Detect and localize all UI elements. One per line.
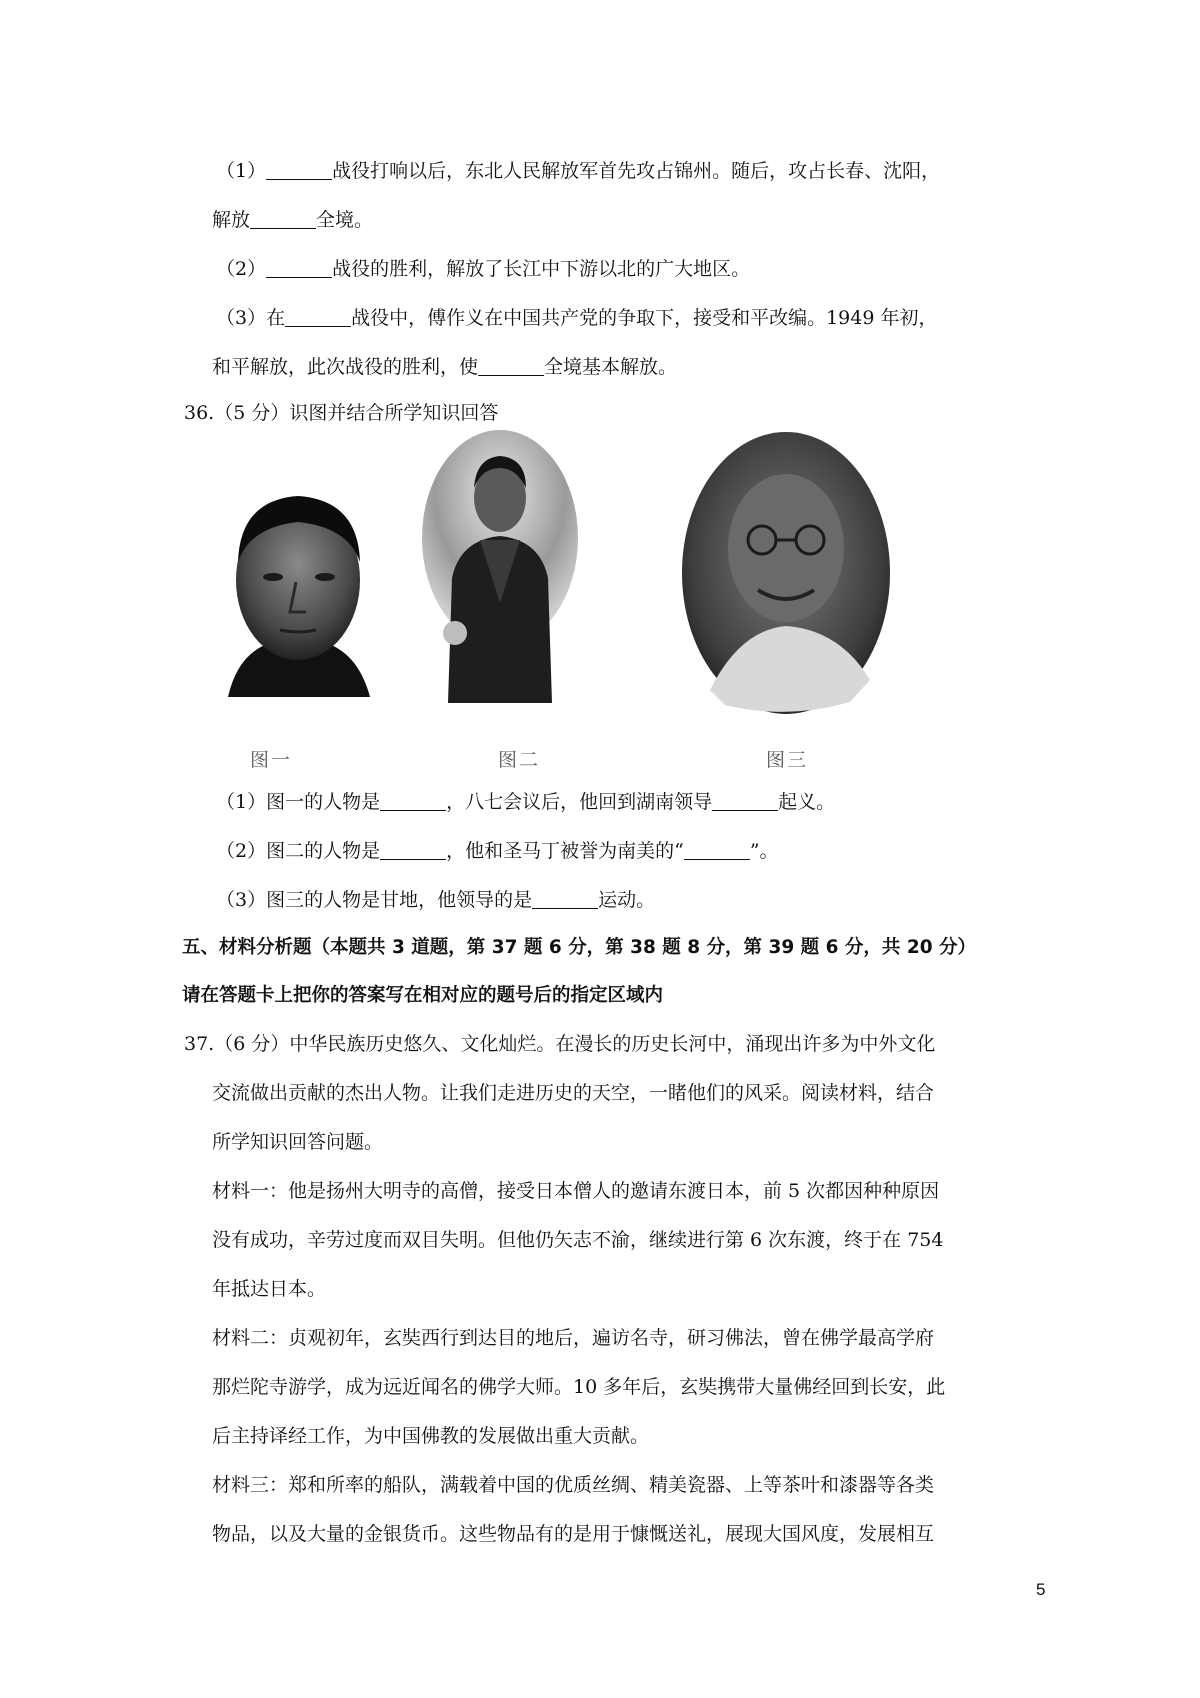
material-3-line1: 材料三：郑和所率的船队，满载着中国的优质丝绸、精美瓷器、上等茶叶和漆器等各类 [212,1474,935,1496]
material-2-line1: 材料二：贞观初年，玄奘西行到达目的地后，遍访名寺，研习佛法，曾在佛学最高学府 [212,1327,935,1349]
answer-blank[interactable] [250,210,316,229]
answer-blank[interactable] [532,890,598,909]
material-1-line3: 年抵达日本。 [212,1278,327,1300]
section-instruction: 请在答题卡上把你的答案写在相对应的题号后的指定区域内 [182,985,664,1006]
q37-line3: 所学知识回答问题。 [212,1131,384,1153]
q35-line2: 解放 全境。 [212,209,374,231]
answer-blank[interactable] [266,259,332,278]
q37-line2: 交流做出贡献的杰出人物。让我们走进历史的天空，一睹他们的风采。阅读材料，结合 [212,1082,935,1104]
answer-blank[interactable] [266,161,332,180]
q36-sub2: （2）图二的人物是 ，他和圣马丁被誉为南美的“ ”。 [216,840,779,862]
q36-sub1: （1）图一的人物是 ，八七会议后，他回到湖南领导 起义。 [216,791,836,813]
q35-line1: （1） 战役打响以后，东北人民解放军首先攻占锦州。随后，攻占长春、沈阳， [216,160,941,182]
answer-blank[interactable] [380,792,446,811]
figure-caption-1: 图一 [250,749,293,771]
portrait-photo-2 [420,428,580,710]
material-2-line3: 后主持译经工作，为中国佛教的发展做出重大贡献。 [212,1425,650,1447]
section-heading: 五、材料分析题（本题共 3 道题，第 37 题 6 分，第 38 题 8 分，第 39 题 6 分，共 20 分） [182,937,977,958]
answer-blank[interactable] [285,308,351,327]
q36-sub3: （3）图三的人物是甘地，他领导的是 运动。 [216,889,656,911]
answer-blank[interactable] [712,792,778,811]
material-2-line2: 那烂陀寺游学，成为远近闻名的佛学大师。10 多年后，玄奘携带大量佛经回到长安，此 [212,1376,946,1398]
q35-line4: （3）在 战役中，傅作义在中国共产党的争取下，接受和平改编。1949 年初， [216,307,938,329]
q36-title: 36.（5 分）识图并结合所学知识回答 [184,402,499,424]
material-1-line1: 材料一：他是扬州大明寺的高僧，接受日本僧人的邀请东渡日本，前 5 次都因种种原因 [212,1180,940,1202]
q35-line5: 和平解放，此次战役的胜利，使 全境基本解放。 [212,356,678,378]
figure-caption-2: 图二 [498,749,541,771]
material-1-line2: 没有成功，辛劳过度而双目失明。但他仍矢志不渝，继续进行第 6 次东渡，终于在 754 [212,1229,944,1251]
material-3-line2: 物品，以及大量的金银货币。这些物品有的是用于慷慨送礼，展现大国风度，发展相互 [212,1523,935,1545]
answer-blank[interactable] [478,357,544,376]
answer-blank[interactable] [684,841,750,860]
page-number: 5 [1036,1580,1046,1599]
answer-blank[interactable] [380,841,446,860]
portrait-photo-3 [680,430,892,716]
q37-line1: 37.（6 分）中华民族历史悠久、文化灿烂。在漫长的历史长河中，涌现出许多为中外文化 [184,1033,936,1055]
portrait-photo-1 [218,482,378,702]
q35-line3: （2） 战役的胜利，解放了长江中下游以北的广大地区。 [216,258,751,280]
figure-caption-3: 图三 [766,749,809,771]
